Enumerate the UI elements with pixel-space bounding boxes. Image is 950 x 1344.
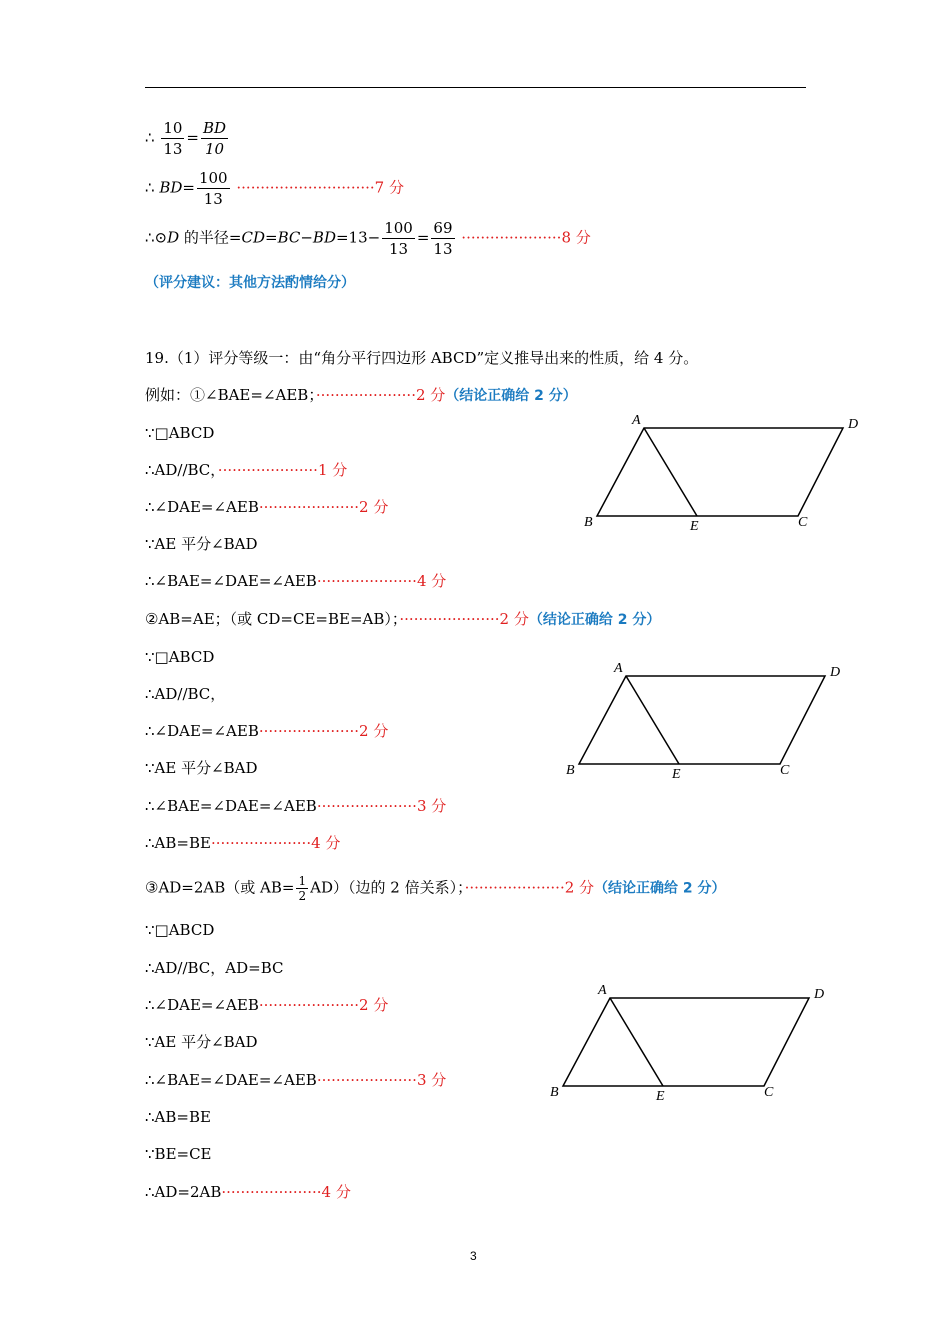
case1-step: ∴∠BAE=∠DAE=∠AEB·····················4 分 <box>145 572 447 590</box>
case3-step: ∴AD=2AB·····················4 分 <box>145 1183 351 1201</box>
case2-step: ∵AE 平分∠BAD <box>145 759 258 777</box>
vertex-label-b: B <box>550 1085 559 1100</box>
vertex-label-b: B <box>566 763 575 778</box>
case2-step: ∴∠DAE=∠AEB·····················2 分 <box>145 722 389 740</box>
vertex-label-d: D <box>814 987 825 1002</box>
page-number: 3 <box>470 1249 477 1263</box>
score-label: 7 分 <box>374 178 404 197</box>
eq-ratio: ∴ $\frac{10}{13}$ = $\frac{BD}{10}$ <box>145 119 227 158</box>
case3-step: ∴AD//BC，AD=BC <box>145 959 284 977</box>
vertex-label-c: C <box>764 1085 774 1100</box>
case3-step: ∴∠BAE=∠DAE=∠AEB·····················3 分 <box>145 1071 447 1089</box>
case3-step: ∵□ABCD <box>145 921 215 939</box>
case2-step: ∴∠BAE=∠DAE=∠AEB·····················3 分 <box>145 797 447 815</box>
vertex-label-d: D <box>848 417 859 432</box>
q19-header: 19.（1）评分等级一：由“角分平行四边形 ABCD”定义推导出来的性质，给 4 分。 <box>145 349 699 367</box>
grading-note: （评分建议：其他方法酌情给分） <box>145 275 355 291</box>
case1-step: ∵AE 平分∠BAD <box>145 535 258 553</box>
vertex-label-a: A <box>632 413 641 428</box>
case3-step: ∴∠DAE=∠AEB·····················2 分 <box>145 996 389 1014</box>
case3-step: ∴AB=BE <box>145 1108 211 1126</box>
parallelogram-figure-3 <box>546 980 836 1105</box>
case1-title: 例如：①∠BAE=∠AEB；·····················2 分（结论正确给 2 分） <box>145 386 577 404</box>
score-label: 8 分 <box>561 228 591 247</box>
vertex-label-e: E <box>656 1089 665 1104</box>
vertex-label-c: C <box>780 763 790 778</box>
parallelogram-figure-1 <box>580 410 870 535</box>
case1-step: ∵□ABCD <box>145 424 215 442</box>
parallelogram-figure-2 <box>562 658 852 783</box>
vertex-label-b: B <box>584 515 593 530</box>
case2-step: ∴AB=BE·····················4 分 <box>145 834 341 852</box>
vertex-label-d: D <box>830 665 841 680</box>
case1-step: ∴AD//BC，·····················1 分 <box>145 461 348 479</box>
eq-bd: ∴ BD= $\frac{100}{13}$ ·····························7 分 <box>145 169 404 208</box>
vertex-label-a: A <box>614 661 623 676</box>
case1-step: ∴∠DAE=∠AEB·····················2 分 <box>145 498 389 516</box>
case2-title: ②AB=AE；（或 CD=CE=BE=AB）；·····················2 分（结论正确给 2 分） <box>145 610 661 628</box>
case2-step: ∴AD//BC， <box>145 685 226 703</box>
header-rule <box>145 87 806 88</box>
vertex-label-c: C <box>798 515 808 530</box>
case2-step: ∵□ABCD <box>145 648 215 666</box>
vertex-label-e: E <box>690 519 699 534</box>
case3-step: ∵AE 平分∠BAD <box>145 1033 258 1051</box>
eq-radius: ∴⊙D 的半径=CD=BC−BD=13− $\frac{100}{13}$ = $\frac{69}{13}$ ·····················8 分 <box>145 219 591 258</box>
case3-title: ③AD=2AB（或 AB= $\frac{1}{2}$ AD）（边的 2 倍关系）；·····················2 分（结论正确给 2 分） <box>145 874 726 903</box>
case3-step: ∵BE=CE <box>145 1145 212 1163</box>
vertex-label-a: A <box>598 983 607 998</box>
vertex-label-e: E <box>672 767 681 782</box>
